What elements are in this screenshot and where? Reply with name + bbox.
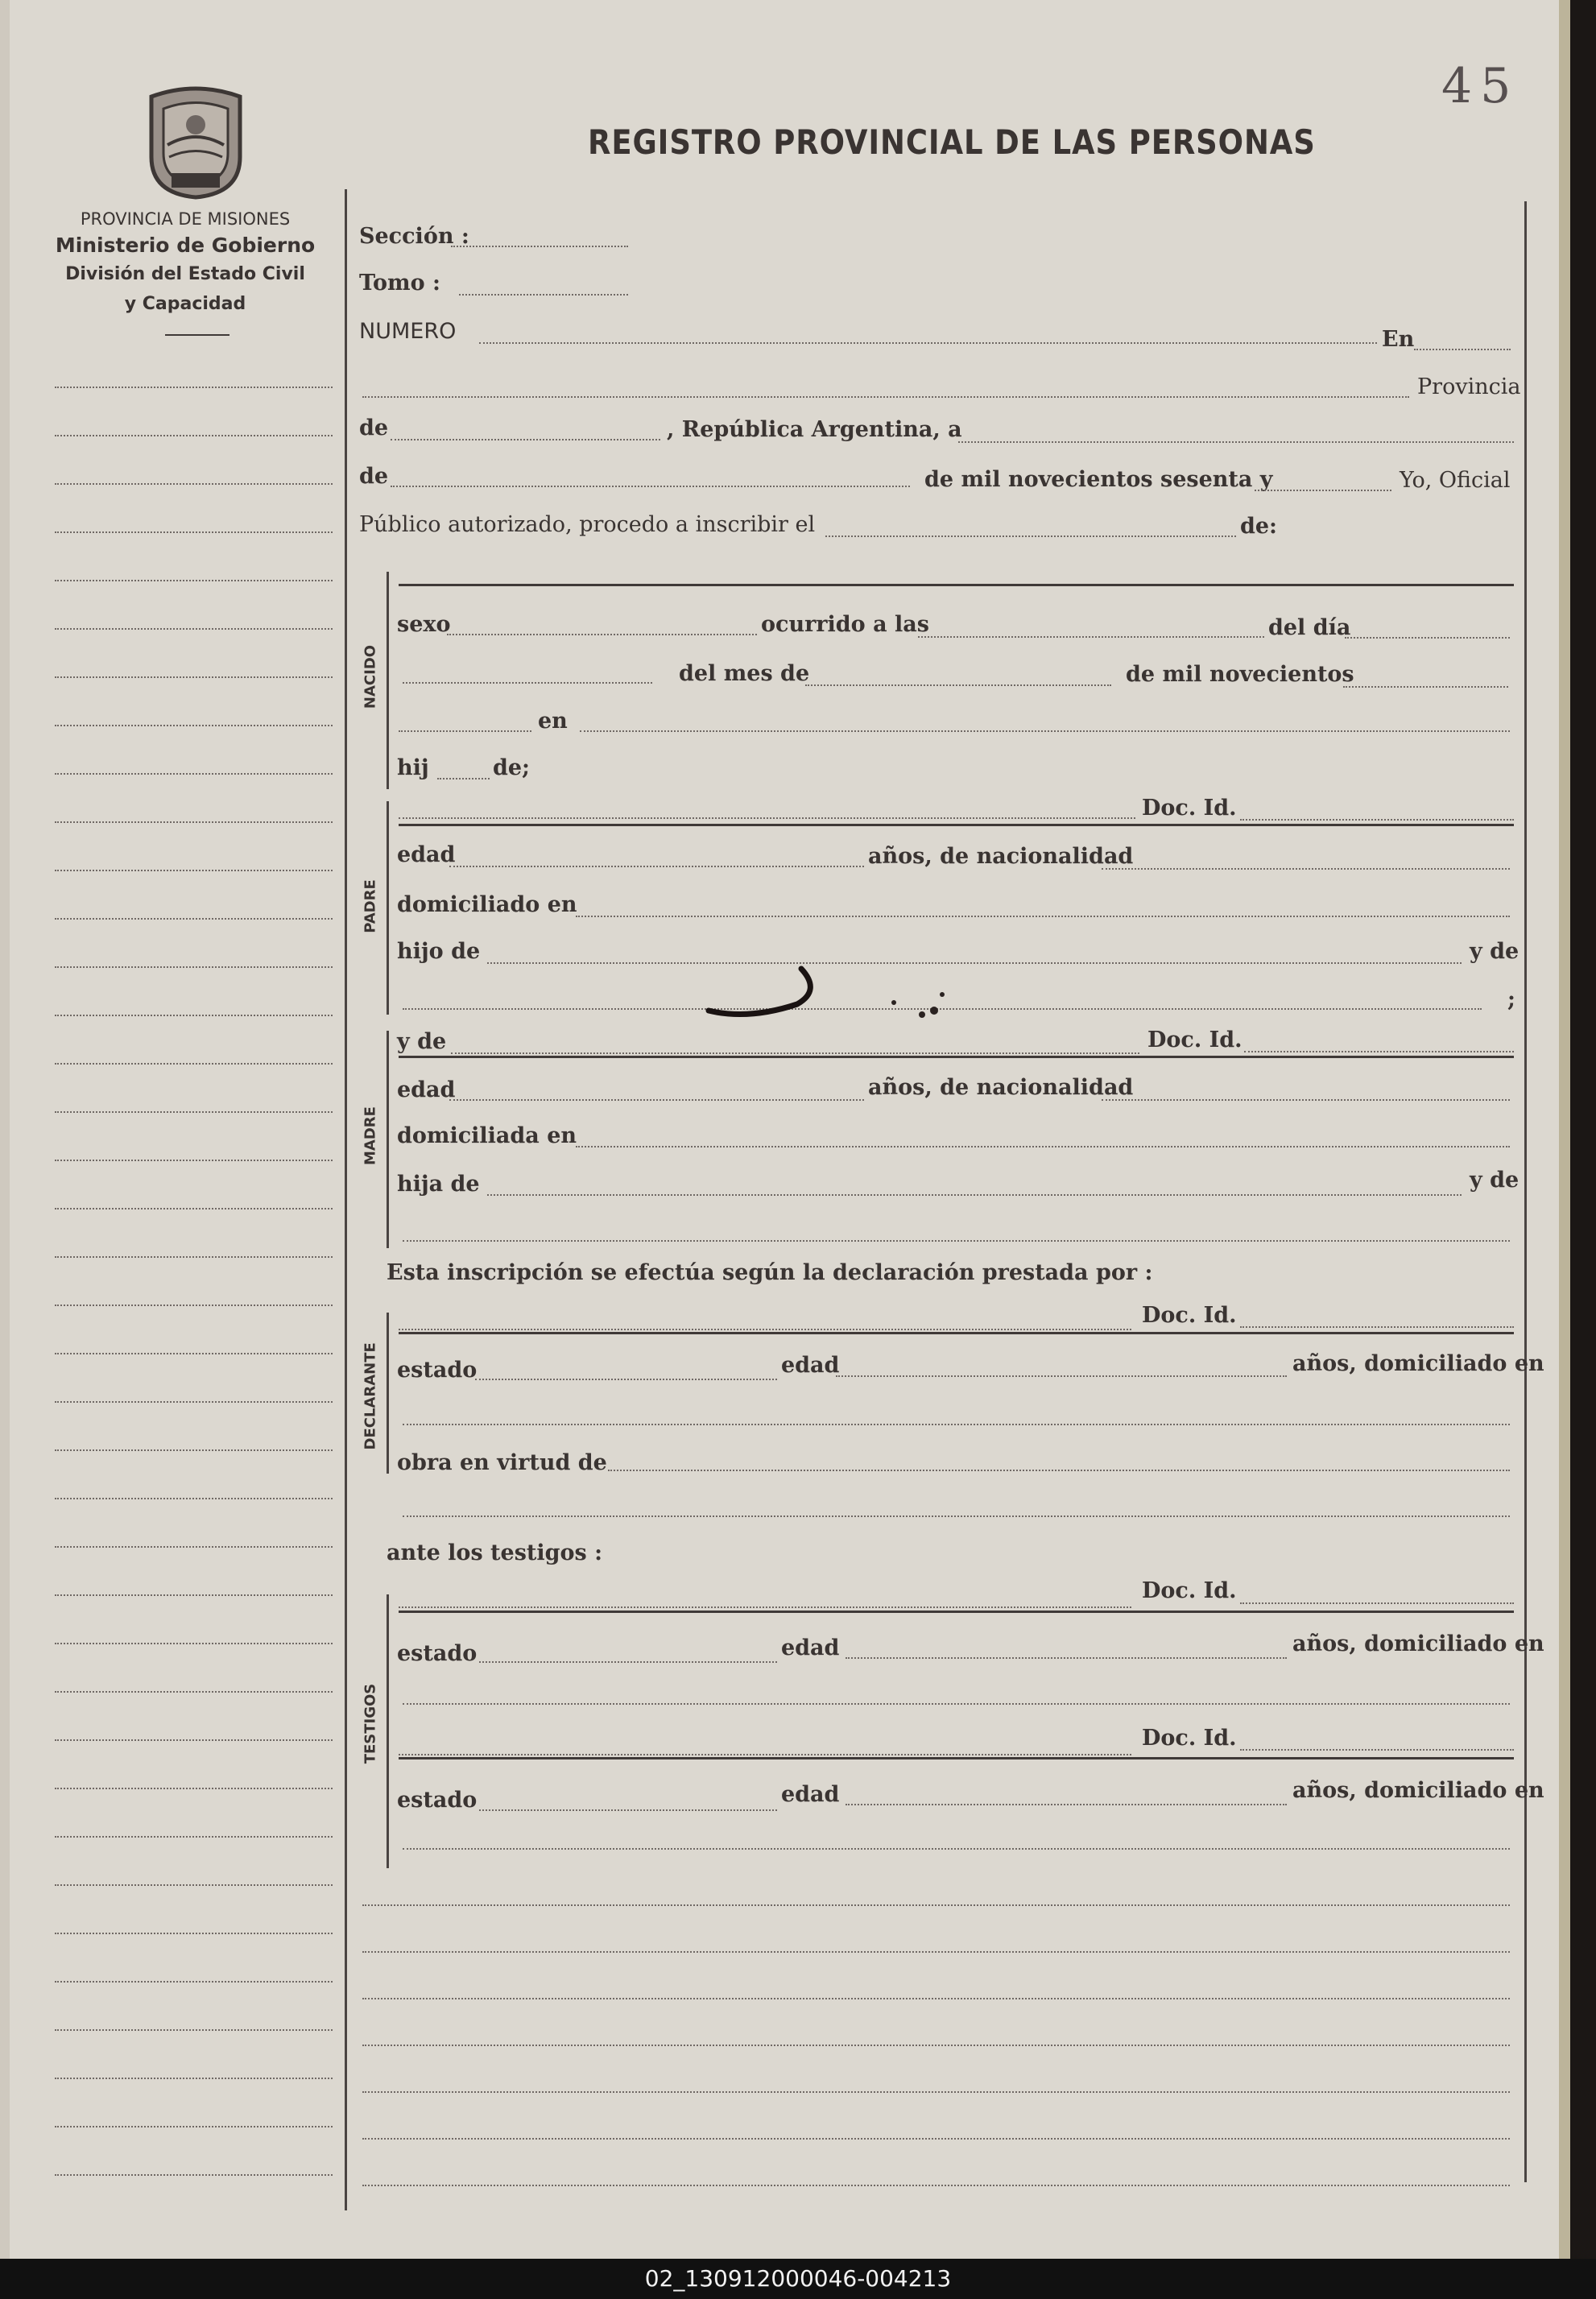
notes-line[interactable] bbox=[362, 1951, 1510, 1953]
padre-semicolon: ; bbox=[1507, 987, 1515, 1012]
declarante-estado-line[interactable] bbox=[475, 1379, 777, 1380]
hij-label: hij bbox=[397, 755, 429, 780]
declarante-edad-label: edad bbox=[781, 1353, 840, 1378]
republica-line[interactable] bbox=[958, 441, 1514, 443]
de-line[interactable] bbox=[391, 439, 660, 440]
madre-y-de2-line[interactable] bbox=[403, 1240, 1510, 1242]
margin-line[interactable] bbox=[55, 1111, 333, 1113]
margin-line[interactable] bbox=[55, 1691, 333, 1693]
margin-line[interactable] bbox=[55, 387, 333, 388]
right-column-rule bbox=[1524, 201, 1527, 2182]
madre-y-de2-label: y de bbox=[1470, 1168, 1520, 1193]
testigo1-rule bbox=[399, 1611, 1514, 1613]
margin-line[interactable] bbox=[55, 1305, 333, 1306]
left-column-rule bbox=[345, 189, 347, 2210]
margin-line[interactable] bbox=[55, 966, 333, 968]
padre-bracket bbox=[387, 801, 389, 1015]
testigo2-edad-line[interactable] bbox=[846, 1804, 1287, 1805]
margin-line[interactable] bbox=[55, 1353, 333, 1354]
testigo2-name-line[interactable] bbox=[399, 1754, 1131, 1755]
margin-line[interactable] bbox=[55, 483, 333, 485]
tomo-label: Tomo : bbox=[359, 271, 440, 296]
de-label: de bbox=[359, 416, 389, 440]
madre-domiciliada-label: domiciliada en bbox=[397, 1123, 577, 1148]
notes-line[interactable] bbox=[362, 1904, 1510, 1906]
margin-line[interactable] bbox=[55, 1015, 333, 1016]
page-title: REGISTRO PROVINCIAL DE LAS PERSONAS bbox=[588, 122, 1316, 162]
declarante-dom-line[interactable] bbox=[403, 1424, 1510, 1425]
testigo1-estado-line[interactable] bbox=[479, 1661, 777, 1663]
del-dia-line[interactable] bbox=[1345, 637, 1510, 639]
margin-line[interactable] bbox=[55, 918, 333, 920]
margin-line[interactable] bbox=[55, 1449, 333, 1451]
provincia-line[interactable] bbox=[362, 396, 1409, 398]
margin-line[interactable] bbox=[55, 531, 333, 533]
de2-line[interactable] bbox=[391, 486, 910, 487]
declarante-bracket bbox=[387, 1313, 389, 1474]
en-nacido-line[interactable] bbox=[580, 730, 1510, 732]
del-mes-label: del mes de bbox=[679, 661, 810, 686]
ocurrido-line[interactable] bbox=[918, 636, 1264, 638]
division-label: División del Estado Civil bbox=[65, 264, 305, 284]
yo-oficial-label: Yo, Oficial bbox=[1400, 468, 1511, 493]
testigo2-doc-label: Doc. Id. bbox=[1142, 1726, 1237, 1751]
testigo2-anos-label: años, domiciliado en bbox=[1292, 1778, 1544, 1803]
margin-line[interactable] bbox=[55, 2126, 333, 2127]
republica-label: , República Argentina, a bbox=[667, 417, 962, 442]
header-divider bbox=[165, 334, 229, 336]
margin-line[interactable] bbox=[55, 773, 333, 775]
padre-y-de-label: y de bbox=[1470, 939, 1520, 964]
mil-label: de mil novecientos sesenta y bbox=[924, 467, 1273, 492]
madre-edad-label: edad bbox=[397, 1077, 456, 1102]
madre-hija-de-label: hija de bbox=[397, 1172, 480, 1197]
en-line[interactable] bbox=[1414, 349, 1511, 350]
margin-line[interactable] bbox=[55, 1401, 333, 1403]
publico-line[interactable] bbox=[825, 535, 1236, 537]
testigo2-edad-label: edad bbox=[781, 1782, 840, 1807]
ano-line[interactable] bbox=[399, 730, 531, 732]
declarante-rule bbox=[399, 1332, 1514, 1334]
madre-anos-label: años, de nacionalidad bbox=[868, 1075, 1134, 1100]
hij-de-label: de; bbox=[493, 755, 531, 780]
del-dia-label: del día bbox=[1268, 615, 1351, 640]
nacido-side-label: NACIDO bbox=[362, 644, 379, 709]
madre-side-label: MADRE bbox=[362, 1106, 379, 1165]
margin-line[interactable] bbox=[55, 1884, 333, 1886]
testigo2-estado-line[interactable] bbox=[479, 1809, 777, 1811]
testigo1-doc-line[interactable] bbox=[1240, 1602, 1514, 1604]
mil-line[interactable] bbox=[1255, 490, 1391, 491]
declarante-anos-label: años, domiciliado en bbox=[1292, 1351, 1544, 1376]
de2-label: de bbox=[359, 464, 389, 489]
notes-line[interactable] bbox=[362, 2138, 1510, 2140]
padre-edad-line[interactable] bbox=[449, 866, 864, 867]
padre-side-label: PADRE bbox=[362, 879, 379, 933]
padre-domiciliado-label: domiciliado en bbox=[397, 892, 577, 917]
margin-line[interactable] bbox=[55, 2078, 333, 2079]
notes-line[interactable] bbox=[362, 2185, 1510, 2186]
declarante-obra-line2[interactable] bbox=[403, 1515, 1510, 1517]
ministry-label: Ministerio de Gobierno bbox=[55, 234, 316, 257]
padre-domiciliado-line[interactable] bbox=[576, 916, 1510, 917]
padre-anos-label: años, de nacionalidad bbox=[868, 844, 1134, 869]
padre-hijo-de-label: hijo de bbox=[397, 939, 481, 964]
ink-stroke bbox=[701, 962, 966, 1035]
margin-line[interactable] bbox=[55, 725, 333, 726]
margin-line[interactable] bbox=[55, 628, 333, 630]
de-mil-label: de mil novecientos bbox=[1126, 662, 1354, 687]
nacido-bracket bbox=[387, 572, 389, 789]
notes-line[interactable] bbox=[362, 2045, 1510, 2046]
dia-line[interactable] bbox=[403, 682, 652, 684]
page-number: 45 bbox=[1441, 58, 1520, 114]
margin-line[interactable] bbox=[55, 1208, 333, 1209]
testigo1-name-line[interactable] bbox=[399, 1606, 1131, 1608]
footer-image-id: 02_130912000046-004213 bbox=[0, 2259, 1596, 2299]
madre-hija-de-line[interactable] bbox=[487, 1194, 1462, 1196]
sexo-line[interactable] bbox=[447, 634, 757, 635]
declarante-obra-line[interactable] bbox=[608, 1470, 1510, 1471]
madre-name-line[interactable] bbox=[451, 1052, 1139, 1054]
margin-line[interactable] bbox=[55, 1933, 333, 1934]
madre-rule bbox=[399, 1056, 1514, 1058]
madre-edad-line[interactable] bbox=[449, 1099, 864, 1101]
testigo1-estado-label: estado bbox=[397, 1641, 478, 1666]
declaracion-text: Esta inscripción se efectúa según la declaración prestada por : bbox=[387, 1260, 1153, 1285]
capacity-label: y Capacidad bbox=[124, 294, 246, 314]
padre-nac-line[interactable] bbox=[1102, 868, 1510, 870]
numero-line[interactable] bbox=[479, 342, 1377, 344]
declarante-doc-line[interactable] bbox=[1240, 1326, 1514, 1328]
margin-line[interactable] bbox=[55, 821, 333, 823]
margin-line[interactable] bbox=[55, 1643, 333, 1644]
padre-doc-label: Doc. Id. bbox=[1142, 796, 1237, 821]
declarante-name-line[interactable] bbox=[399, 1329, 1131, 1330]
padre-edad-label: edad bbox=[397, 842, 456, 867]
margin-line[interactable] bbox=[55, 1836, 333, 1838]
testigo1-dom-line[interactable] bbox=[403, 1703, 1510, 1705]
testigos-intro: ante los testigos : bbox=[387, 1540, 603, 1565]
declarante-estado-label: estado bbox=[397, 1358, 478, 1383]
madre-domiciliada-line[interactable] bbox=[576, 1146, 1510, 1147]
margin-line[interactable] bbox=[55, 1546, 333, 1548]
margin-line[interactable] bbox=[55, 1160, 333, 1161]
testigo2-rule bbox=[399, 1757, 1514, 1759]
declarante-doc-label: Doc. Id. bbox=[1142, 1303, 1237, 1328]
margin-line[interactable] bbox=[55, 676, 333, 678]
testigo1-anos-label: años, domiciliado en bbox=[1292, 1631, 1544, 1656]
madre-nac-line[interactable] bbox=[1102, 1099, 1510, 1101]
seccion-label: Sección : bbox=[359, 224, 469, 249]
province-label: PROVINCIA DE MISIONES bbox=[80, 209, 291, 229]
declarante-side-label: DECLARANTE bbox=[362, 1342, 379, 1450]
margin-line[interactable] bbox=[55, 1739, 333, 1741]
testigo1-edad-label: edad bbox=[781, 1635, 840, 1660]
margin-line[interactable] bbox=[55, 870, 333, 871]
margin-line[interactable] bbox=[55, 2029, 333, 2031]
declarante-obra-label: obra en virtud de bbox=[397, 1450, 607, 1475]
madre-y-de-label: y de bbox=[397, 1029, 447, 1054]
testigo2-dom-line[interactable] bbox=[403, 1848, 1510, 1850]
testigos-bracket bbox=[387, 1594, 389, 1868]
tomo-line[interactable] bbox=[459, 294, 628, 296]
margin-line[interactable] bbox=[55, 580, 333, 581]
mil-nacido-line[interactable] bbox=[1343, 686, 1508, 688]
margin-line[interactable] bbox=[55, 1981, 333, 1983]
page-edge bbox=[0, 0, 10, 2259]
padre-rule bbox=[399, 824, 1514, 826]
testigo2-doc-line[interactable] bbox=[1240, 1749, 1514, 1751]
testigo2-estado-label: estado bbox=[397, 1788, 478, 1813]
declarante-edad-line[interactable] bbox=[836, 1375, 1287, 1377]
numero-label: NUMERO bbox=[359, 319, 457, 344]
hij-line[interactable] bbox=[437, 778, 490, 779]
margin-line[interactable] bbox=[55, 1063, 333, 1065]
seal-emblem bbox=[135, 81, 256, 201]
testigo1-doc-label: Doc. Id. bbox=[1142, 1578, 1237, 1603]
publico-label: Público autorizado, procedo a inscribir el bbox=[359, 512, 816, 537]
margin-line[interactable] bbox=[55, 2174, 333, 2176]
sexo-label: sexo bbox=[397, 612, 451, 637]
padre-hijo-de-line[interactable] bbox=[487, 962, 1462, 964]
madre-bracket bbox=[387, 1031, 389, 1248]
testigo1-edad-line[interactable] bbox=[846, 1657, 1287, 1659]
nacido-top-rule bbox=[399, 584, 1514, 586]
de-colon-label: de: bbox=[1240, 514, 1278, 539]
mes-line[interactable] bbox=[805, 684, 1111, 686]
margin-line[interactable] bbox=[55, 1788, 333, 1789]
madre-doc-line[interactable] bbox=[1244, 1051, 1514, 1052]
margin-line[interactable] bbox=[55, 1498, 333, 1499]
notes-line[interactable] bbox=[362, 2091, 1510, 2093]
ocurrido-label: ocurrido a las bbox=[761, 612, 929, 637]
padre-name-line[interactable] bbox=[399, 817, 1135, 819]
provincia-label: Provincia bbox=[1417, 374, 1521, 399]
en-label: En bbox=[1382, 327, 1415, 352]
notes-line[interactable] bbox=[362, 1998, 1510, 1999]
margin-line[interactable] bbox=[55, 1594, 333, 1596]
margin-line[interactable] bbox=[55, 435, 333, 436]
margin-line[interactable] bbox=[55, 1256, 333, 1258]
en-nacido-label: en bbox=[538, 709, 568, 734]
madre-doc-label: Doc. Id. bbox=[1147, 1028, 1242, 1052]
seccion-line[interactable] bbox=[451, 246, 628, 247]
testigos-side-label: TESTIGOS bbox=[362, 1683, 379, 1764]
padre-doc-line[interactable] bbox=[1240, 819, 1514, 821]
